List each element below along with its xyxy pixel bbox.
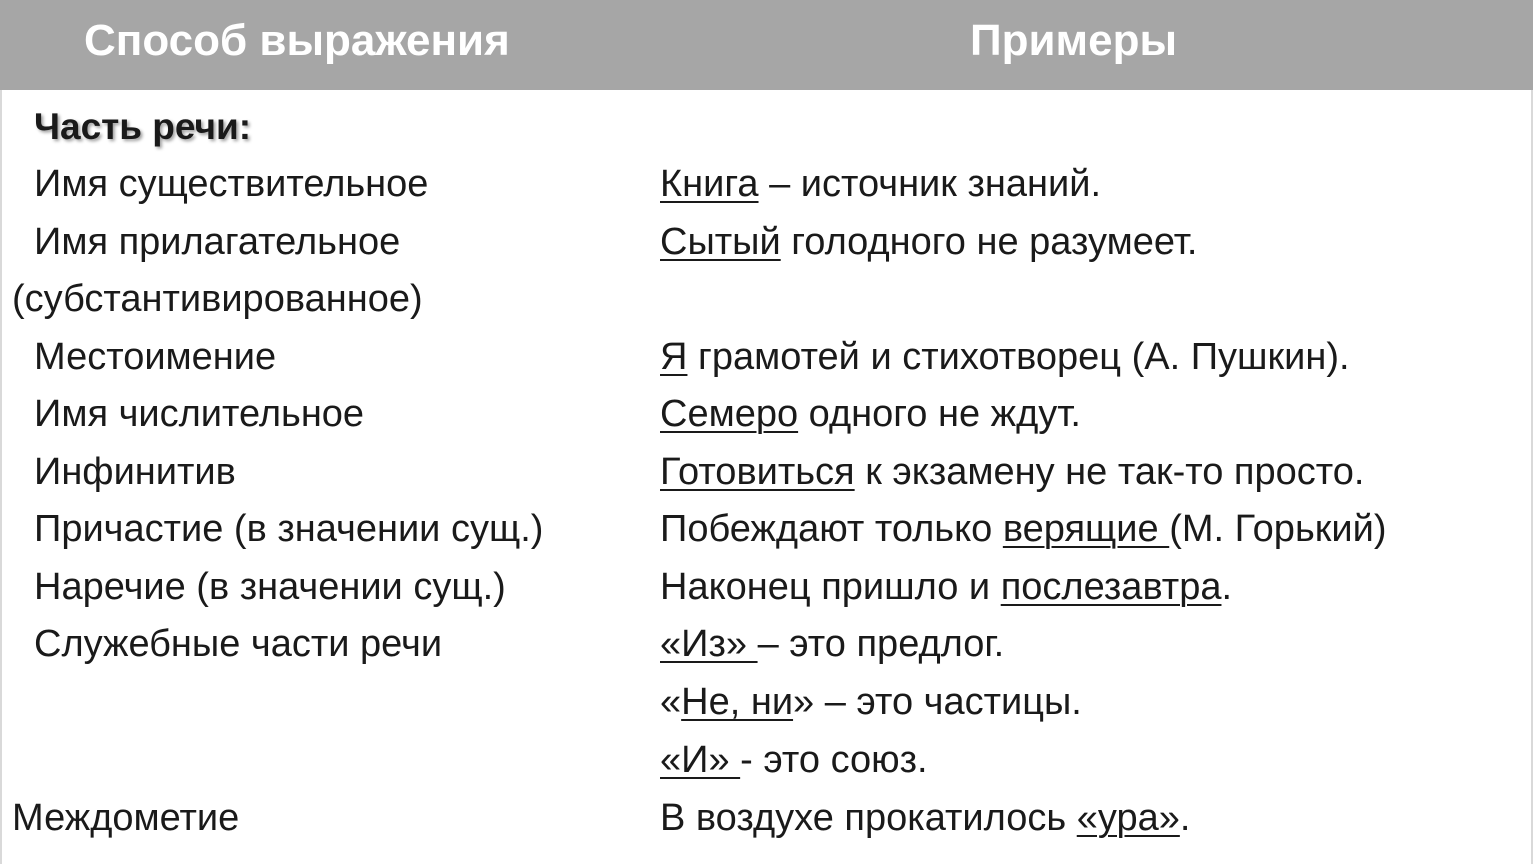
example-text-part: В воздухе прокатилось (660, 797, 1077, 839)
example-underlined-part: «Из» (660, 623, 758, 665)
row-example (660, 621, 1004, 667)
row-example (660, 391, 1081, 437)
example-underlined-part: Я (660, 336, 688, 378)
example-text-part: » – это частицы. (793, 681, 1082, 723)
row-example (660, 564, 1232, 610)
example-underlined-part: «ура» (1076, 797, 1180, 839)
example-underlined-part: послезавтра (1000, 566, 1222, 608)
row-example (660, 737, 928, 783)
row-example (660, 679, 1082, 725)
table-header (0, 0, 1533, 90)
row-method: Служебные части речи (34, 623, 443, 665)
example-text-part: – источник знаний. (758, 163, 1101, 205)
example-text-part: Наконец пришло и (660, 566, 1001, 608)
example-text-part: одного не ждут. (798, 393, 1081, 435)
example-underlined-part: «И» (660, 739, 741, 781)
row-example (660, 334, 1350, 380)
example-text-part: . (1221, 566, 1233, 608)
row-method: Наречие (в значении сущ.) (34, 566, 506, 608)
example-text-part: Побеждают только (660, 508, 1003, 550)
row-example (660, 449, 1364, 495)
example-underlined-part: Не, ни (681, 681, 794, 723)
example-text-part: « (660, 681, 682, 723)
example-text-part: – это предлог. (757, 623, 1005, 665)
row-example (660, 219, 1197, 265)
example-text-part: - это союз. (740, 739, 928, 781)
row-method: Причастие (в значении сущ.) (34, 508, 544, 550)
example-underlined-part: Готовиться (660, 451, 855, 493)
header-col-method: Способ выражения (84, 16, 510, 65)
example-text-part: к экзамену не так-то просто. (854, 451, 1365, 493)
row-method: Имя прилагательное (34, 221, 401, 263)
example-text-part: . (1179, 797, 1191, 839)
row-example (660, 506, 1386, 552)
example-text-part: (М. Горький) (1169, 508, 1387, 550)
example-underlined-part: Семеро (660, 393, 799, 435)
example-underlined-part: верящие (1002, 508, 1170, 550)
row-method: Имя существительное (34, 163, 429, 205)
row-method: Местоимение (34, 336, 277, 378)
row-example (660, 161, 1101, 207)
section-heading: Часть речи: (34, 106, 252, 147)
row-method: (субстантивированное) (12, 278, 423, 320)
row-method: Междометие (12, 797, 240, 839)
example-text-part: грамотей и стихотворец (А. Пушкин). (687, 336, 1350, 378)
row-example (660, 795, 1190, 841)
row-method: Инфинитив (34, 451, 236, 493)
example-underlined-part: Книга (660, 163, 759, 205)
example-underlined-part: Сытый (660, 221, 781, 263)
table-border-left (0, 90, 2, 864)
row-method: Имя числительное (34, 393, 365, 435)
example-text-part: голодного не разумеет. (780, 221, 1198, 263)
header-col-examples: Примеры (970, 16, 1178, 65)
